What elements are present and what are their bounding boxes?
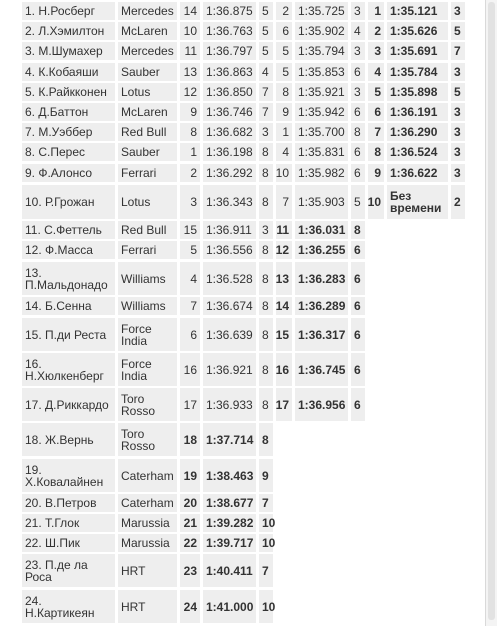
result-row [0, 83, 485, 101]
q2-time-cell: 1:35.794 [295, 42, 348, 60]
q2-position-cell: 17 [276, 388, 292, 421]
team-name-cell: Toro Rosso [118, 388, 177, 421]
result-row [0, 318, 485, 351]
q3-position-cell: 3 [368, 42, 384, 60]
result-row [0, 185, 485, 219]
q2-position-cell: 8 [276, 83, 292, 101]
q1-time-cell: 1:37.714 [203, 423, 256, 456]
team-name-cell: Force India [118, 353, 177, 386]
result-row [0, 262, 485, 295]
q2-time-cell: 1:35.982 [295, 164, 348, 182]
q1-time-cell: 1:36.763 [203, 22, 256, 40]
result-row [0, 143, 485, 161]
q1-time-cell: 1:36.797 [203, 42, 256, 60]
q2-laps-cell: 6 [351, 143, 365, 161]
driver-name-cell: 24. Н.Картикеян [22, 590, 115, 623]
q2-laps-cell: 3 [351, 42, 365, 60]
q1-laps-cell: 10 [259, 590, 273, 623]
q1-time-cell: 1:36.850 [203, 83, 256, 101]
q1-laps-cell: 5 [259, 42, 273, 60]
q3-position-cell: 4 [368, 63, 384, 81]
result-row [0, 514, 485, 532]
q3-laps-cell: 3 [451, 143, 465, 161]
driver-name-cell: 13. П.Мальдонадо [22, 262, 115, 295]
q2-time-cell: 1:36.745 [295, 353, 348, 386]
q1-position-cell: 21 [180, 514, 200, 532]
driver-name-cell: 16. Н.Хюлкенберг [22, 353, 115, 386]
driver-name-cell: 2. Л.Хэмилтон [22, 22, 115, 40]
q1-position-cell: 12 [180, 83, 200, 101]
q2-time-cell: 1:35.831 [295, 143, 348, 161]
q2-laps-cell: 3 [351, 2, 365, 20]
driver-name-cell: 20. В.Петров [22, 494, 115, 512]
q3-laps-cell: 7 [451, 42, 465, 60]
q1-time-cell: 1:36.292 [203, 164, 256, 182]
q1-laps-cell: 8 [259, 185, 273, 219]
q1-laps-cell: 5 [259, 2, 273, 20]
result-row [0, 494, 485, 512]
q2-time-cell: 1:35.921 [295, 83, 348, 101]
result-row [0, 554, 485, 587]
result-row [0, 22, 485, 40]
q3-laps-cell: 3 [451, 2, 465, 20]
q2-position-cell: 9 [276, 103, 292, 121]
q2-laps-cell: 4 [351, 22, 365, 40]
team-name-cell: Red Bull [118, 221, 177, 239]
team-name-cell: Ferrari [118, 241, 177, 259]
team-name-cell: Toro Rosso [118, 423, 177, 456]
q3-laps-cell: 5 [451, 83, 465, 101]
team-name-cell: HRT [118, 590, 177, 623]
q2-laps-cell: 6 [351, 297, 365, 315]
q3-laps-cell: 2 [451, 185, 465, 219]
q2-position-cell: 7 [276, 185, 292, 219]
result-row [0, 297, 485, 315]
q2-laps-cell: 8 [351, 221, 365, 239]
q1-position-cell: 18 [180, 423, 200, 456]
q1-position-cell: 8 [180, 123, 200, 141]
result-row [0, 353, 485, 386]
q1-position-cell: 20 [180, 494, 200, 512]
q2-time-cell: 1:36.031 [295, 221, 348, 239]
result-row [0, 103, 485, 121]
driver-name-cell: 6. Д.Баттон [22, 103, 115, 121]
q1-time-cell: 1:40.411 [203, 554, 256, 587]
q3-position-cell: 6 [368, 103, 384, 121]
q3-position-cell: 5 [368, 83, 384, 101]
result-row [0, 388, 485, 421]
result-row [0, 459, 485, 492]
q1-laps-cell: 9 [259, 459, 273, 492]
q1-time-cell: 1:36.933 [203, 388, 256, 421]
driver-name-cell: 15. П.ди Реста [22, 318, 115, 351]
q2-time-cell: 1:36.255 [295, 241, 348, 259]
q3-time-cell: 1:35.121 [387, 2, 448, 20]
team-name-cell: McLaren [118, 103, 177, 121]
q2-time-cell: 1:36.317 [295, 318, 348, 351]
q1-position-cell: 5 [180, 241, 200, 259]
q3-position-cell: 2 [368, 22, 384, 40]
q1-position-cell: 4 [180, 262, 200, 295]
team-name-cell: Marussia [118, 534, 177, 552]
q2-laps-cell: 6 [351, 103, 365, 121]
scrollbar-thumb[interactable] [488, 2, 495, 620]
team-name-cell: Lotus [118, 83, 177, 101]
q1-position-cell: 10 [180, 22, 200, 40]
q2-time-cell: 1:35.903 [295, 185, 348, 219]
driver-name-cell: 4. К.Кобаяши [22, 63, 115, 81]
q2-laps-cell: 6 [351, 164, 365, 182]
q1-time-cell: 1:36.639 [203, 318, 256, 351]
driver-name-cell: 19. Х.Ковалайнен [22, 459, 115, 492]
q1-position-cell: 17 [180, 388, 200, 421]
q1-laps-cell: 8 [259, 423, 273, 456]
q2-laps-cell: 6 [351, 262, 365, 295]
q2-laps-cell: 5 [351, 185, 365, 219]
q1-laps-cell: 7 [259, 103, 273, 121]
q1-laps-cell: 7 [259, 83, 273, 101]
q2-position-cell: 5 [276, 63, 292, 81]
driver-name-cell: 12. Ф.Масса [22, 241, 115, 259]
q2-time-cell: 1:35.853 [295, 63, 348, 81]
q1-laps-cell: 8 [259, 241, 273, 259]
q3-laps-cell: 3 [451, 63, 465, 81]
q1-laps-cell: 10 [259, 534, 273, 552]
q2-laps-cell: 3 [351, 83, 365, 101]
q3-time-cell: 1:35.898 [387, 83, 448, 101]
q1-position-cell: 22 [180, 534, 200, 552]
driver-name-cell: 7. М.Уэббер [22, 123, 115, 141]
q2-position-cell: 15 [276, 318, 292, 351]
q2-position-cell: 13 [276, 262, 292, 295]
driver-name-cell: 3. М.Шумахер [22, 42, 115, 60]
q3-time-cell: 1:36.622 [387, 164, 448, 182]
q1-laps-cell: 7 [259, 554, 273, 587]
result-row [0, 221, 485, 239]
driver-name-cell: 9. Ф.Алонсо [22, 164, 115, 182]
q1-time-cell: 1:36.674 [203, 297, 256, 315]
team-name-cell: Sauber [118, 63, 177, 81]
team-name-cell: Caterham [118, 459, 177, 492]
result-row [0, 241, 485, 259]
q2-laps-cell: 6 [351, 241, 365, 259]
q3-position-cell: 9 [368, 164, 384, 182]
q1-laps-cell: 8 [259, 164, 273, 182]
result-row [0, 42, 485, 60]
q1-laps-cell: 8 [259, 297, 273, 315]
q1-laps-cell: 8 [259, 353, 273, 386]
q2-time-cell: 1:35.700 [295, 123, 348, 141]
team-name-cell: HRT [118, 554, 177, 587]
q1-position-cell: 14 [180, 2, 200, 20]
q1-laps-cell: 4 [259, 63, 273, 81]
q3-laps-cell: 5 [451, 22, 465, 40]
team-name-cell: Williams [118, 262, 177, 295]
result-row [0, 590, 485, 623]
q3-time-cell: 1:36.191 [387, 103, 448, 121]
driver-name-cell: 22. Ш.Пик [22, 534, 115, 552]
q3-time-cell: 1:35.626 [387, 22, 448, 40]
q1-position-cell: 6 [180, 318, 200, 351]
q3-time-cell: 1:35.784 [387, 63, 448, 81]
result-row [0, 2, 485, 20]
q2-time-cell: 1:36.956 [295, 388, 348, 421]
driver-name-cell: 5. К.Райкконен [22, 83, 115, 101]
q2-laps-cell: 6 [351, 353, 365, 386]
q1-position-cell: 24 [180, 590, 200, 623]
q2-time-cell: 1:36.289 [295, 297, 348, 315]
q1-time-cell: 1:36.343 [203, 185, 256, 219]
q1-time-cell: 1:38.463 [203, 459, 256, 492]
q1-time-cell: 1:36.682 [203, 123, 256, 141]
q1-position-cell: 16 [180, 353, 200, 386]
q1-time-cell: 1:36.911 [203, 221, 256, 239]
q1-laps-cell: 10 [259, 514, 273, 532]
q2-laps-cell: 6 [351, 318, 365, 351]
q3-time-cell: 1:36.290 [387, 123, 448, 141]
q1-position-cell: 2 [180, 164, 200, 182]
q1-position-cell: 9 [180, 103, 200, 121]
q3-laps-cell: 3 [451, 164, 465, 182]
q3-time-cell: 1:35.691 [387, 42, 448, 60]
q2-laps-cell: 6 [351, 63, 365, 81]
q2-position-cell: 11 [276, 221, 292, 239]
team-name-cell: Williams [118, 297, 177, 315]
driver-name-cell: 18. Ж.Вернь [22, 423, 115, 456]
q1-time-cell: 1:38.677 [203, 494, 256, 512]
q1-time-cell: 1:36.921 [203, 353, 256, 386]
q1-laps-cell: 3 [259, 221, 273, 239]
driver-name-cell: 10. Р.Грожан [22, 185, 115, 219]
q1-time-cell: 1:36.875 [203, 2, 256, 20]
q2-position-cell: 6 [276, 22, 292, 40]
vertical-scrollbar[interactable] [485, 0, 497, 626]
q1-time-cell: 1:39.282 [203, 514, 256, 532]
team-name-cell: McLaren [118, 22, 177, 40]
team-name-cell: Sauber [118, 143, 177, 161]
q3-position-cell: 8 [368, 143, 384, 161]
q1-position-cell: 13 [180, 63, 200, 81]
driver-name-cell: 23. П.де ла Роса [22, 554, 115, 587]
driver-name-cell: 14. Б.Сенна [22, 297, 115, 315]
q1-position-cell: 7 [180, 297, 200, 315]
q2-time-cell: 1:35.902 [295, 22, 348, 40]
q1-time-cell: 1:36.528 [203, 262, 256, 295]
q2-position-cell: 2 [276, 2, 292, 20]
q1-laps-cell: 8 [259, 388, 273, 421]
driver-name-cell: 21. Т.Глок [22, 514, 115, 532]
q3-position-cell: 7 [368, 123, 384, 141]
team-name-cell: Ferrari [118, 164, 177, 182]
driver-name-cell: 1. Н.Росберг [22, 2, 115, 20]
result-row [0, 63, 485, 81]
q3-time-cell: Без времени [387, 185, 448, 219]
driver-name-cell: 17. Д.Риккардо [22, 388, 115, 421]
team-name-cell: Force India [118, 318, 177, 351]
q2-laps-cell: 8 [351, 123, 365, 141]
result-row [0, 423, 485, 456]
team-name-cell: Red Bull [118, 123, 177, 141]
q2-position-cell: 12 [276, 241, 292, 259]
q2-position-cell: 5 [276, 42, 292, 60]
q1-laps-cell: 7 [259, 494, 273, 512]
driver-name-cell: 11. С.Феттель [22, 221, 115, 239]
q3-laps-cell: 3 [451, 103, 465, 121]
q1-laps-cell: 3 [259, 123, 273, 141]
q1-position-cell: 11 [180, 42, 200, 60]
q1-position-cell: 15 [180, 221, 200, 239]
q1-time-cell: 1:36.863 [203, 63, 256, 81]
result-row [0, 123, 485, 141]
q3-position-cell: 10 [368, 185, 384, 219]
q1-time-cell: 1:41.000 [203, 590, 256, 623]
q2-time-cell: 1:35.942 [295, 103, 348, 121]
q2-position-cell: 4 [276, 143, 292, 161]
q2-position-cell: 1 [276, 123, 292, 141]
team-name-cell: Caterham [118, 494, 177, 512]
q1-laps-cell: 8 [259, 318, 273, 351]
team-name-cell: Marussia [118, 514, 177, 532]
q3-position-cell: 1 [368, 2, 384, 20]
result-row [0, 534, 485, 552]
team-name-cell: Mercedes [118, 42, 177, 60]
q1-laps-cell: 8 [259, 262, 273, 295]
q1-laps-cell: 5 [259, 22, 273, 40]
q1-position-cell: 3 [180, 185, 200, 219]
q3-laps-cell: 3 [451, 123, 465, 141]
q2-position-cell: 10 [276, 164, 292, 182]
q1-laps-cell: 8 [259, 143, 273, 161]
q1-position-cell: 19 [180, 459, 200, 492]
q2-time-cell: 1:36.283 [295, 262, 348, 295]
q2-position-cell: 16 [276, 353, 292, 386]
q1-time-cell: 1:36.556 [203, 241, 256, 259]
q2-time-cell: 1:35.725 [295, 2, 348, 20]
driver-name-cell: 8. С.Перес [22, 143, 115, 161]
q3-time-cell: 1:36.524 [387, 143, 448, 161]
result-row [0, 164, 485, 182]
q2-position-cell: 14 [276, 297, 292, 315]
q2-laps-cell: 6 [351, 388, 365, 421]
q1-time-cell: 1:36.198 [203, 143, 256, 161]
q1-position-cell: 23 [180, 554, 200, 587]
q1-position-cell: 1 [180, 143, 200, 161]
q1-time-cell: 1:36.746 [203, 103, 256, 121]
q1-time-cell: 1:39.717 [203, 534, 256, 552]
team-name-cell: Mercedes [118, 2, 177, 20]
team-name-cell: Lotus [118, 185, 177, 219]
